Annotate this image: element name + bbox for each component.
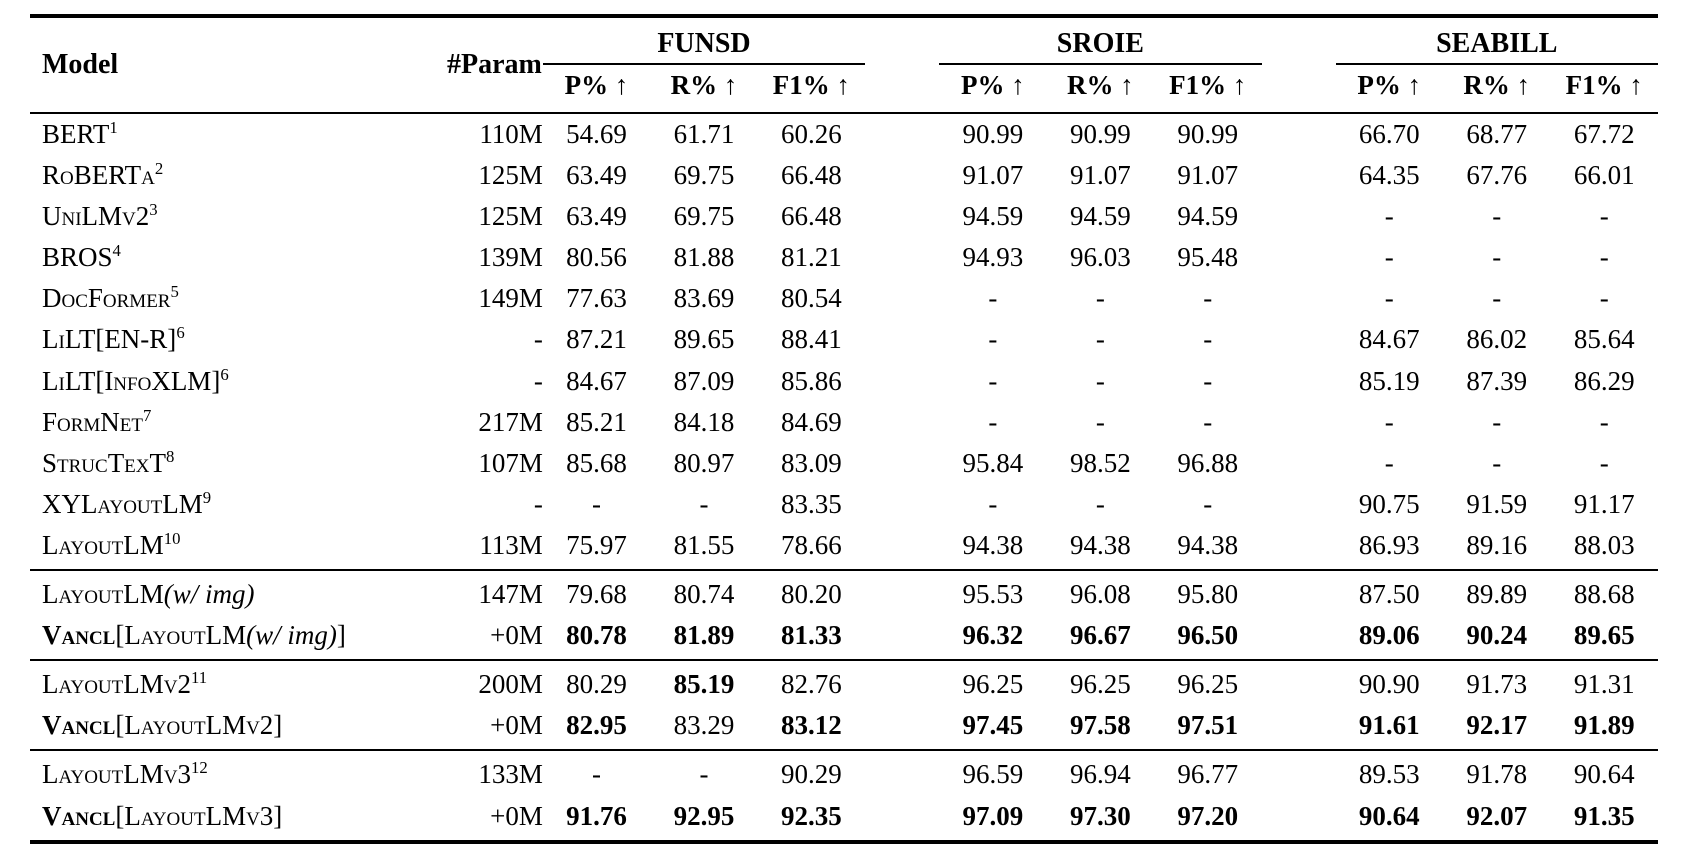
metric-value: 95.80: [1154, 570, 1261, 615]
table-row: [30, 525, 1658, 570]
metric-value: 60.26: [781, 119, 842, 149]
metric-value: 91.78: [1443, 750, 1550, 795]
column-gap: [1262, 570, 1336, 615]
metric-value: 96.77: [1154, 750, 1261, 795]
column-gap: [865, 113, 939, 155]
model-name: BERT$^1$: [42, 118, 118, 149]
column-gap: [1262, 278, 1336, 319]
metric-value: 87.50: [1336, 570, 1443, 615]
metric-value: -: [1492, 201, 1502, 232]
table-row: [30, 113, 1658, 155]
metric-value: -: [1095, 283, 1105, 314]
table-row: [30, 796, 1658, 842]
metric-value: 80.78: [566, 620, 627, 651]
model-name: FormNet$^7$: [42, 405, 152, 437]
metric-value: 94.59: [1177, 201, 1239, 232]
metric-value: 96.03: [1069, 242, 1131, 273]
metric-value: 84.67: [566, 365, 627, 396]
column-gap: [1262, 484, 1336, 525]
metric-value: 64.35: [1358, 160, 1420, 191]
param-value: 125M: [478, 201, 543, 232]
table-row: [30, 443, 1658, 484]
metric-value: 98.52: [1069, 447, 1131, 478]
column-gap: [865, 796, 939, 842]
column-gap: [1262, 361, 1336, 402]
metric-value: -: [1095, 406, 1105, 437]
column-gap: [865, 16, 939, 64]
model-name: $UniLMv2^3$: [42, 200, 158, 232]
table-row: [30, 705, 1658, 750]
metric-value: 97.09: [962, 800, 1024, 831]
metric-value: -: [1384, 406, 1394, 437]
metric-value: 89.89: [1443, 570, 1550, 615]
metric-value: -: [699, 488, 709, 519]
metric-value: -: [650, 750, 757, 795]
column-gap: [865, 525, 939, 570]
column-gap: [1262, 660, 1336, 705]
param-value: 200M: [421, 660, 543, 705]
metric-value: 85.68: [566, 447, 627, 478]
metric-value: 85.19: [1358, 365, 1420, 396]
metric-value: -: [1599, 283, 1609, 314]
param-value: 133M: [421, 750, 543, 795]
param-value: +0M: [490, 620, 543, 651]
metric-value: 86.02: [1466, 324, 1528, 355]
metric-value: 89.65: [1573, 620, 1635, 651]
metric-value: 81.89: [673, 620, 735, 651]
metric-value: 95.84: [962, 447, 1024, 478]
model-name: XYLayoutLM$^9$: [42, 487, 212, 519]
metric-value: 67.76: [1466, 160, 1528, 191]
model-name: LayoutLM(w/ img): [30, 570, 421, 615]
column-gap: [1262, 750, 1336, 795]
metric-value: 90.75: [1358, 488, 1420, 519]
metric-value: 90.99: [1069, 119, 1131, 149]
column-gap: [1262, 113, 1336, 155]
column-gap: [1262, 319, 1336, 360]
metric-header: F1% ↑: [1550, 64, 1658, 113]
column-gap: [1262, 615, 1336, 660]
metric-value: 96.59: [939, 750, 1046, 795]
metric-value: 90.29: [758, 750, 865, 795]
metric-value: 85.19: [650, 660, 757, 705]
metric-value: 84.18: [673, 406, 735, 437]
metric-value: 92.95: [673, 800, 735, 831]
metric-header: P% ↑: [543, 64, 650, 113]
param-value: 110M: [479, 119, 543, 149]
metric-value: 92.07: [1466, 800, 1528, 831]
metric-value: -: [1095, 488, 1105, 519]
column-gap: [865, 278, 939, 319]
metric-value: 80.97: [673, 447, 735, 478]
metric-value: 90.64: [1358, 800, 1420, 831]
metric-value: 97.58: [1069, 710, 1131, 741]
metric-value: -: [1203, 406, 1213, 437]
column-gap: [865, 570, 939, 615]
metric-value: -: [1599, 406, 1609, 437]
results-table: [30, 14, 1658, 844]
table-row: [30, 278, 1658, 319]
metric-value: -: [1599, 201, 1609, 232]
column-gap: [1262, 525, 1336, 570]
metric-value: 83.29: [673, 710, 735, 741]
metric-value: 75.97: [566, 529, 627, 560]
metric-value: 90.24: [1466, 620, 1528, 651]
metric-value: 66.01: [1573, 160, 1635, 191]
metric-value: 81.88: [673, 242, 735, 273]
metric-value: 90.64: [1550, 750, 1658, 795]
metric-value: 91.07: [1069, 160, 1131, 191]
metric-value: 89.65: [673, 324, 735, 355]
metric-value: 87.39: [1466, 365, 1528, 396]
metric-value: 79.68: [543, 570, 650, 615]
metric-value: 80.56: [566, 242, 627, 273]
column-gap: [865, 196, 939, 237]
metric-value: 94.38: [962, 529, 1024, 560]
metric-value: 88.41: [781, 324, 842, 355]
metric-value: 80.29: [543, 660, 650, 705]
metric-value: 81.21: [781, 242, 842, 273]
metric-value: 81.33: [781, 620, 842, 651]
metric-value: 94.59: [962, 201, 1024, 232]
metric-value: -: [1384, 447, 1394, 478]
model-name: RoBERTa$^2$: [42, 159, 164, 191]
model-name: $LayoutLMv3^{12}$: [30, 750, 421, 795]
metric-value: 66.48: [781, 201, 842, 232]
column-gap: [1262, 796, 1336, 842]
metric-header: R% ↑: [1443, 64, 1550, 113]
metric-value: -: [988, 324, 998, 355]
metric-value: 91.76: [566, 800, 627, 831]
metric-value: -: [988, 365, 998, 396]
metric-value: 78.66: [781, 529, 842, 560]
metric-value: 91.31: [1550, 660, 1658, 705]
metric-value: 90.99: [1177, 119, 1239, 149]
metric-value: 91.07: [962, 160, 1024, 191]
metric-value: 96.32: [962, 620, 1024, 651]
metric-value: 94.38: [1177, 529, 1239, 560]
param-value: +0M: [490, 710, 543, 741]
metric-value: 63.49: [566, 160, 627, 191]
column-gap: [865, 443, 939, 484]
metric-value: 90.90: [1336, 660, 1443, 705]
dataset-header-sroie: SROIE: [939, 16, 1261, 64]
metric-value: 94.93: [962, 242, 1024, 273]
metric-header: F1% ↑: [1154, 64, 1261, 113]
metric-header: R% ↑: [1047, 64, 1154, 113]
metric-value: 96.94: [1047, 750, 1154, 795]
table-row: [30, 237, 1658, 278]
metric-value: 91.73: [1443, 660, 1550, 705]
metric-value: -: [1599, 447, 1609, 478]
metric-value: 83.35: [781, 488, 842, 519]
metric-value: 94.59: [1069, 201, 1131, 232]
column-gap: [865, 319, 939, 360]
column-gap: [865, 155, 939, 196]
param-value: +0M: [490, 800, 543, 831]
dataset-header-seabill: SEABILL: [1336, 16, 1658, 64]
metric-value: -: [1492, 242, 1502, 273]
metric-value: -: [1095, 324, 1105, 355]
dataset-header-funsd: FUNSD: [543, 16, 865, 64]
metric-value: -: [1492, 447, 1502, 478]
metric-value: 80.74: [650, 570, 757, 615]
metric-header: P% ↑: [939, 64, 1046, 113]
metric-value: 88.03: [1573, 529, 1635, 560]
param-value: -: [533, 365, 543, 396]
metric-value: 80.20: [758, 570, 865, 615]
column-gap: [865, 750, 939, 795]
metric-value: -: [1384, 242, 1394, 273]
metric-value: 96.25: [1154, 660, 1261, 705]
metric-value: 68.77: [1466, 119, 1528, 149]
column-gap: [1262, 64, 1336, 113]
metric-value: 61.71: [673, 119, 735, 149]
metric-value: -: [1095, 365, 1105, 396]
metric-value: 85.21: [566, 406, 627, 437]
param-value: 125M: [478, 160, 543, 191]
param-value: 217M: [478, 406, 543, 437]
model-name: Vancl[LayoutLMv3]: [42, 800, 283, 831]
metric-value: 96.67: [1069, 620, 1131, 651]
metric-value: 67.72: [1573, 119, 1635, 149]
column-gap: [865, 705, 939, 750]
model-name: DocFormer$^5$: [42, 282, 179, 314]
metric-value: -: [988, 406, 998, 437]
column-gap: [1262, 705, 1336, 750]
metric-value: 83.09: [781, 447, 842, 478]
param-value: 107M: [478, 447, 543, 478]
metric-value: 83.69: [673, 283, 735, 314]
metric-value: 66.70: [1358, 119, 1420, 149]
metric-value: 96.25: [1047, 660, 1154, 705]
metric-value: 84.69: [781, 406, 842, 437]
metric-value: 92.17: [1466, 710, 1528, 741]
column-gap: [1262, 237, 1336, 278]
metric-value: 81.55: [673, 529, 735, 560]
metric-value: 85.86: [781, 365, 842, 396]
table-row: [30, 402, 1658, 443]
model-name: Vancl[LayoutLMv2]: [42, 710, 283, 741]
metric-value: 80.54: [781, 283, 842, 314]
table-row: [30, 155, 1658, 196]
table-row: [30, 319, 1658, 360]
column-header-param: #Param: [421, 16, 543, 113]
dataset-header-row: [30, 16, 1658, 64]
metric-value: 96.25: [939, 660, 1046, 705]
model-name: $LiLT[EN-R]^6$: [42, 323, 185, 355]
metric-value: 88.68: [1550, 570, 1658, 615]
column-gap: [865, 660, 939, 705]
table-row: [30, 484, 1658, 525]
metric-header: P% ↑: [1336, 64, 1443, 113]
column-gap: [865, 361, 939, 402]
model-name: $LayoutLMv2^{11}$: [30, 660, 421, 705]
metric-value: 89.06: [1358, 620, 1420, 651]
model-name: Vancl[LayoutLM(w/ img)]: [42, 620, 346, 651]
metric-value: -: [1203, 365, 1213, 396]
param-value: 147M: [421, 570, 543, 615]
column-gap: [865, 484, 939, 525]
metric-value: -: [988, 488, 998, 519]
metric-value: 87.09: [673, 365, 735, 396]
table-row: [30, 196, 1658, 237]
metric-value: 82.76: [758, 660, 865, 705]
column-gap: [1262, 16, 1336, 64]
metric-value: 77.63: [566, 283, 627, 314]
metric-value: 82.95: [566, 710, 627, 741]
model-name: LiLT[InfoXLM]$^6$: [42, 364, 229, 396]
metric-value: 91.61: [1358, 710, 1420, 741]
table-row: [30, 660, 1658, 705]
column-header-model: Model: [30, 16, 421, 113]
metric-value: 69.75: [673, 201, 735, 232]
metric-value: 66.48: [781, 160, 842, 191]
column-gap: [1262, 402, 1336, 443]
metric-value: 91.59: [1466, 488, 1528, 519]
metric-value: 90.99: [962, 119, 1024, 149]
metric-value: -: [1203, 488, 1213, 519]
metric-value: 97.20: [1177, 800, 1239, 831]
metric-value: 69.75: [673, 160, 735, 191]
column-gap: [1262, 443, 1336, 484]
column-gap: [865, 237, 939, 278]
metric-value: 95.53: [939, 570, 1046, 615]
metric-value: 97.51: [1177, 710, 1239, 741]
metric-value: 83.12: [781, 710, 842, 741]
table-row: [30, 750, 1658, 795]
metric-value: 91.35: [1573, 800, 1635, 831]
column-gap: [1262, 155, 1336, 196]
metric-value: 96.50: [1177, 620, 1239, 651]
metric-value: 97.45: [962, 710, 1024, 741]
param-value: 149M: [478, 283, 543, 314]
metric-value: -: [592, 488, 602, 519]
column-gap: [865, 402, 939, 443]
metric-value: -: [988, 283, 998, 314]
metric-value: 91.89: [1573, 710, 1635, 741]
metric-value: 94.38: [1069, 529, 1131, 560]
metric-value: 54.69: [566, 119, 627, 149]
metric-value: 84.67: [1358, 324, 1420, 355]
table-row: [30, 570, 1658, 615]
column-gap: [865, 64, 939, 113]
model-name: BROS$^4$: [42, 241, 121, 273]
metric-value: 86.29: [1573, 365, 1635, 396]
metric-header: F1% ↑: [758, 64, 865, 113]
metric-value: 92.35: [781, 800, 842, 831]
metric-value: 86.93: [1358, 529, 1420, 560]
param-value: -: [533, 324, 543, 355]
model-name: LayoutLM$^{10}$: [42, 528, 181, 560]
metric-value: 96.88: [1177, 447, 1239, 478]
metric-value: 91.17: [1573, 488, 1635, 519]
metric-value: -: [543, 750, 650, 795]
metric-value: -: [1203, 324, 1213, 355]
column-gap: [865, 615, 939, 660]
metric-value: 96.08: [1047, 570, 1154, 615]
metric-value: 89.16: [1466, 529, 1528, 560]
column-gap: [1262, 196, 1336, 237]
metric-header: R% ↑: [650, 64, 757, 113]
metric-value: 87.21: [566, 324, 627, 355]
metric-value: -: [1384, 201, 1394, 232]
metric-value: 91.07: [1177, 160, 1239, 191]
metric-value: -: [1384, 283, 1394, 314]
model-name: StrucTexT$^8$: [42, 446, 175, 478]
metric-value: 97.30: [1069, 800, 1131, 831]
metric-value: -: [1492, 406, 1502, 437]
table-row: [30, 615, 1658, 660]
metric-value: 89.53: [1336, 750, 1443, 795]
metric-value: -: [1492, 283, 1502, 314]
table-row: [30, 361, 1658, 402]
param-value: 113M: [479, 529, 543, 560]
metric-value: -: [1203, 283, 1213, 314]
metric-value: 63.49: [566, 201, 627, 232]
metric-value: -: [1599, 242, 1609, 273]
metric-value: 95.48: [1177, 242, 1239, 273]
metric-value: 85.64: [1573, 324, 1635, 355]
param-value: -: [533, 488, 543, 519]
param-value: 139M: [478, 242, 543, 273]
